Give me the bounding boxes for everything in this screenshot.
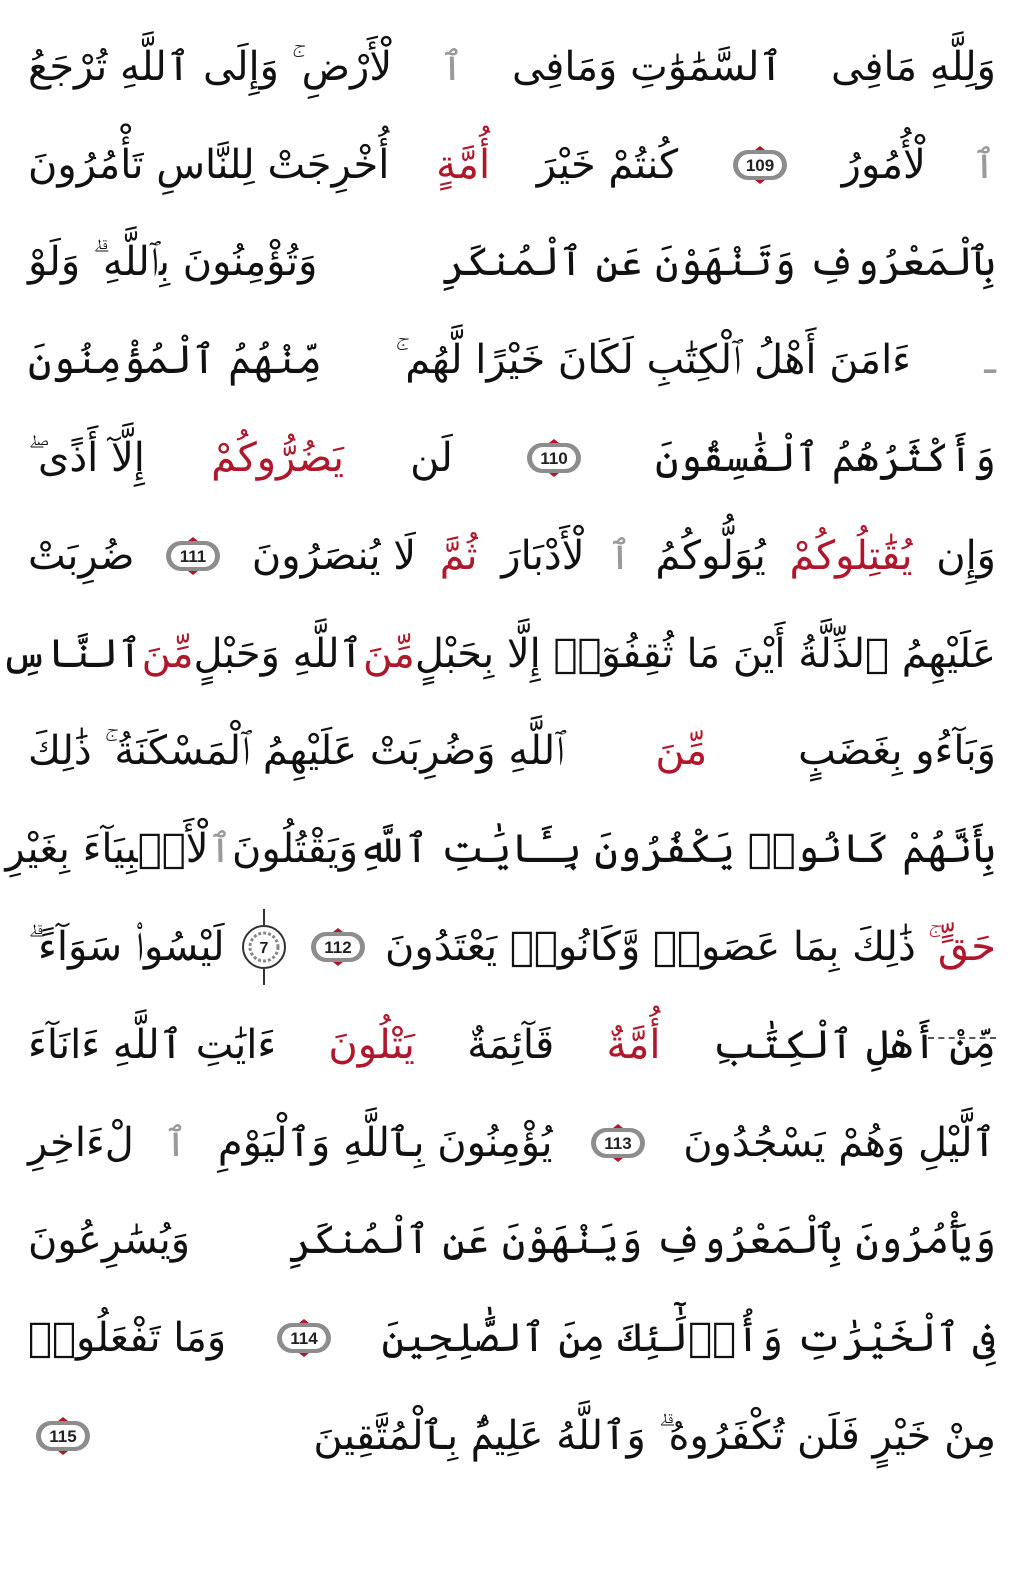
verse-line	[28, 1289, 996, 1387]
ayah-marker-icon	[589, 1123, 647, 1163]
tajweed-highlight: يُقَٰتِلُوكُمْ	[789, 532, 913, 579]
verse-text: وَيُسَٰرِعُونَ	[28, 1217, 191, 1264]
silent-letter: ٱ	[208, 826, 233, 873]
verse-text: يُؤْمِنُونَ بِٱللَّهِ وَٱلْيَوْمِ	[217, 1119, 553, 1166]
hizb-number: 7	[259, 940, 269, 958]
verse-text: ذَٰلِكَ بِمَا عَصَوا۟ وَّكَانُوا۟ يَعْتَدُونَ	[385, 924, 916, 971]
verse-line	[5, 800, 996, 898]
silent-letter: ٱ	[608, 532, 632, 579]
verse-text: لْأَنۢبِيَآءَ بِغَيْرِ	[5, 826, 209, 873]
verse-text: لَا يُنصَرُونَ	[251, 532, 417, 579]
ayah-marker-icon	[309, 927, 367, 967]
verse-line	[28, 116, 996, 214]
verse-text: وَبَآءُو بِغَضَبٍ	[798, 728, 996, 775]
hizb-marker	[241, 907, 287, 987]
tajweed-highlight: حَقٍّ ۚ	[927, 924, 996, 971]
verse-text: وَمَا تَفْعَلُوا۟	[28, 1315, 227, 1362]
verse-line	[1, 605, 996, 703]
silent-letter: ٱ	[440, 43, 464, 90]
verse-text: ضُرِبَتْ	[28, 532, 135, 579]
ayah-marker-icon	[164, 536, 222, 576]
verse-text: وَتُؤْمِنُونَ بِٱللَّهِ ۗ وَلَوْ	[28, 239, 318, 286]
sajda-mark-underline	[928, 1037, 996, 1039]
verse-lines	[1, 18, 996, 1485]
silent-letter: ٱ	[164, 1119, 188, 1166]
verse-text: لَن	[410, 435, 453, 482]
verse-line	[28, 507, 996, 605]
ayah-number: 113	[604, 1133, 632, 1153]
verse-text: أُخْرِجَتْ لِلنَّاسِ تَأْمُرُونَ	[28, 141, 390, 188]
ayah-number: 114	[290, 1329, 318, 1349]
verse-line	[28, 1094, 996, 1192]
tajweed-highlight: يَتْلُونَ	[328, 1021, 415, 1068]
verse-text: قَآئِمَةٌ	[467, 1021, 555, 1068]
tajweed-highlight: مِّنَ	[141, 630, 194, 677]
verse-line	[28, 1387, 996, 1485]
hizb-rosette-icon	[241, 907, 287, 987]
verse-line	[28, 1192, 996, 1290]
tajweed-highlight: مِّنَ	[655, 728, 708, 775]
ayah-marker-icon	[525, 438, 583, 478]
verse-line	[28, 409, 996, 507]
verse-text: مِنْ خَيْرٍ فَلَن تُكْفَرُوهُ ۗ وَٱللَّهُ عَلِيمٌۢ بِٱلْمُتَّقِينَ	[313, 1413, 996, 1460]
ayah-end-marker	[309, 927, 367, 967]
ayah-number: 109	[745, 155, 775, 175]
verse-text: بِٱلْمَعْرُوفِ وَتَنْهَوْنَ عَنِ ٱلْمُنكَرِ	[442, 239, 996, 286]
ayah-end-marker	[275, 1318, 333, 1358]
ayah-number: 111	[179, 546, 207, 566]
ayah-end-marker	[525, 438, 583, 478]
verse-text: لَيْسُوا۟ سَوَآءً ۗ	[28, 924, 225, 971]
verse-text: وَيَأْمُرُونَ بِٱلْمَعْرُوفِ وَيَنْهَوْنَ عَنِ ٱلْمُنكَرِ	[288, 1217, 996, 1264]
verse-text: عَلَيْهِمُ ٱلذِّلَّةُ أَيْنَ مَا ثُقِفُوٓا۟ إِلَّا بِحَبْلٍ	[414, 630, 996, 677]
tajweed-highlight: أُمَّةٌ	[606, 1021, 661, 1068]
ayah-number: 110	[540, 449, 568, 469]
ayah-end-marker	[164, 536, 222, 576]
ayah-marker-icon	[275, 1318, 333, 1358]
ayah-end-marker	[731, 145, 789, 185]
tajweed-highlight: يَضُرُّوكُمْ	[211, 435, 344, 482]
verse-text: بِأَنَّهُمْ كَانُوا۟ يَكْفُرُونَ بِـَٔايَٰتِ ٱللَّهِ	[358, 826, 996, 873]
ayah-marker-icon	[34, 1416, 92, 1456]
verse-line	[28, 18, 996, 116]
ayah-number: 115	[49, 1427, 77, 1447]
verse-line	[28, 996, 996, 1094]
verse-text: ٱلنَّاسِ	[1, 630, 142, 677]
tajweed-highlight: أُمَّةٍ	[436, 141, 491, 188]
verse-line	[28, 214, 996, 312]
silent-letter: ـ	[984, 337, 996, 384]
tajweed-highlight: مِّنَ	[362, 630, 415, 677]
verse-text: لْأُمُورُ	[841, 141, 926, 188]
verse-text: وَيَقْتُلُونَ	[232, 826, 359, 873]
silent-letter: ٱ	[972, 141, 996, 188]
verse-text: لْءَاخِرِ	[28, 1119, 134, 1166]
verse-text: ءَايَٰتِ ٱللَّهِ ءَانَآءَ	[28, 1021, 277, 1068]
verse-text: فِى ٱلْخَيْرَٰتِ وَأُو۟لَٰٓئِكَ مِنَ ٱلصَّٰلِحِينَ	[381, 1315, 996, 1362]
verse-text: إِلَّآ أَذًى ۖ	[28, 435, 145, 482]
ayah-number: 112	[324, 938, 352, 958]
verse-text: ءَامَنَ أَهْلُ ٱلْكِتَٰبِ لَكَانَ خَيْرًا لَّهُم ۚ	[395, 337, 911, 384]
verse-line	[28, 898, 996, 996]
ayah-marker-icon	[731, 145, 789, 185]
verse-text: ٱللَّهِ وَضُرِبَتْ عَلَيْهِمُ ٱلْمَسْكَنَةُ ۚ ذَٰلِكَ	[28, 728, 565, 775]
verse-text: مِّنْ أَهْلِ ٱلْكِتَٰبِ	[712, 1021, 996, 1068]
verse-text: كُنتُمْ خَيْرَ	[536, 141, 679, 188]
verse-text: وَأَكْثَرُهُمُ ٱلْفَٰسِقُونَ	[655, 435, 996, 482]
verse-text: يُوَلُّوكُمُ	[655, 532, 766, 579]
verse-text: لْأَرْضِ ۚ وَإِلَى ٱللَّهِ تُرْجَعُ	[28, 43, 393, 90]
verse-text: وَإِن	[936, 532, 996, 579]
ayah-end-marker	[34, 1416, 92, 1456]
tajweed-highlight: ثُمَّ	[439, 532, 478, 579]
verse-text: مِّنْهُمُ ٱلْمُؤْمِنُونَ	[28, 337, 322, 384]
ayah-end-marker	[589, 1123, 647, 1163]
verse-text: وَلِلَّهِ مَافِى	[831, 43, 996, 90]
verse-line	[28, 311, 996, 409]
verse-text: ٱلَّيْلِ وَهُمْ يَسْجُدُونَ	[683, 1119, 996, 1166]
verse-text: ٱلسَّمَٰوَٰتِ وَمَافِى	[511, 43, 783, 90]
verse-line	[28, 703, 996, 801]
verse-text: ٱللَّهِ وَحَبْلٍ	[193, 630, 363, 677]
verse-text: لْأَدْبَارَ	[501, 532, 585, 579]
